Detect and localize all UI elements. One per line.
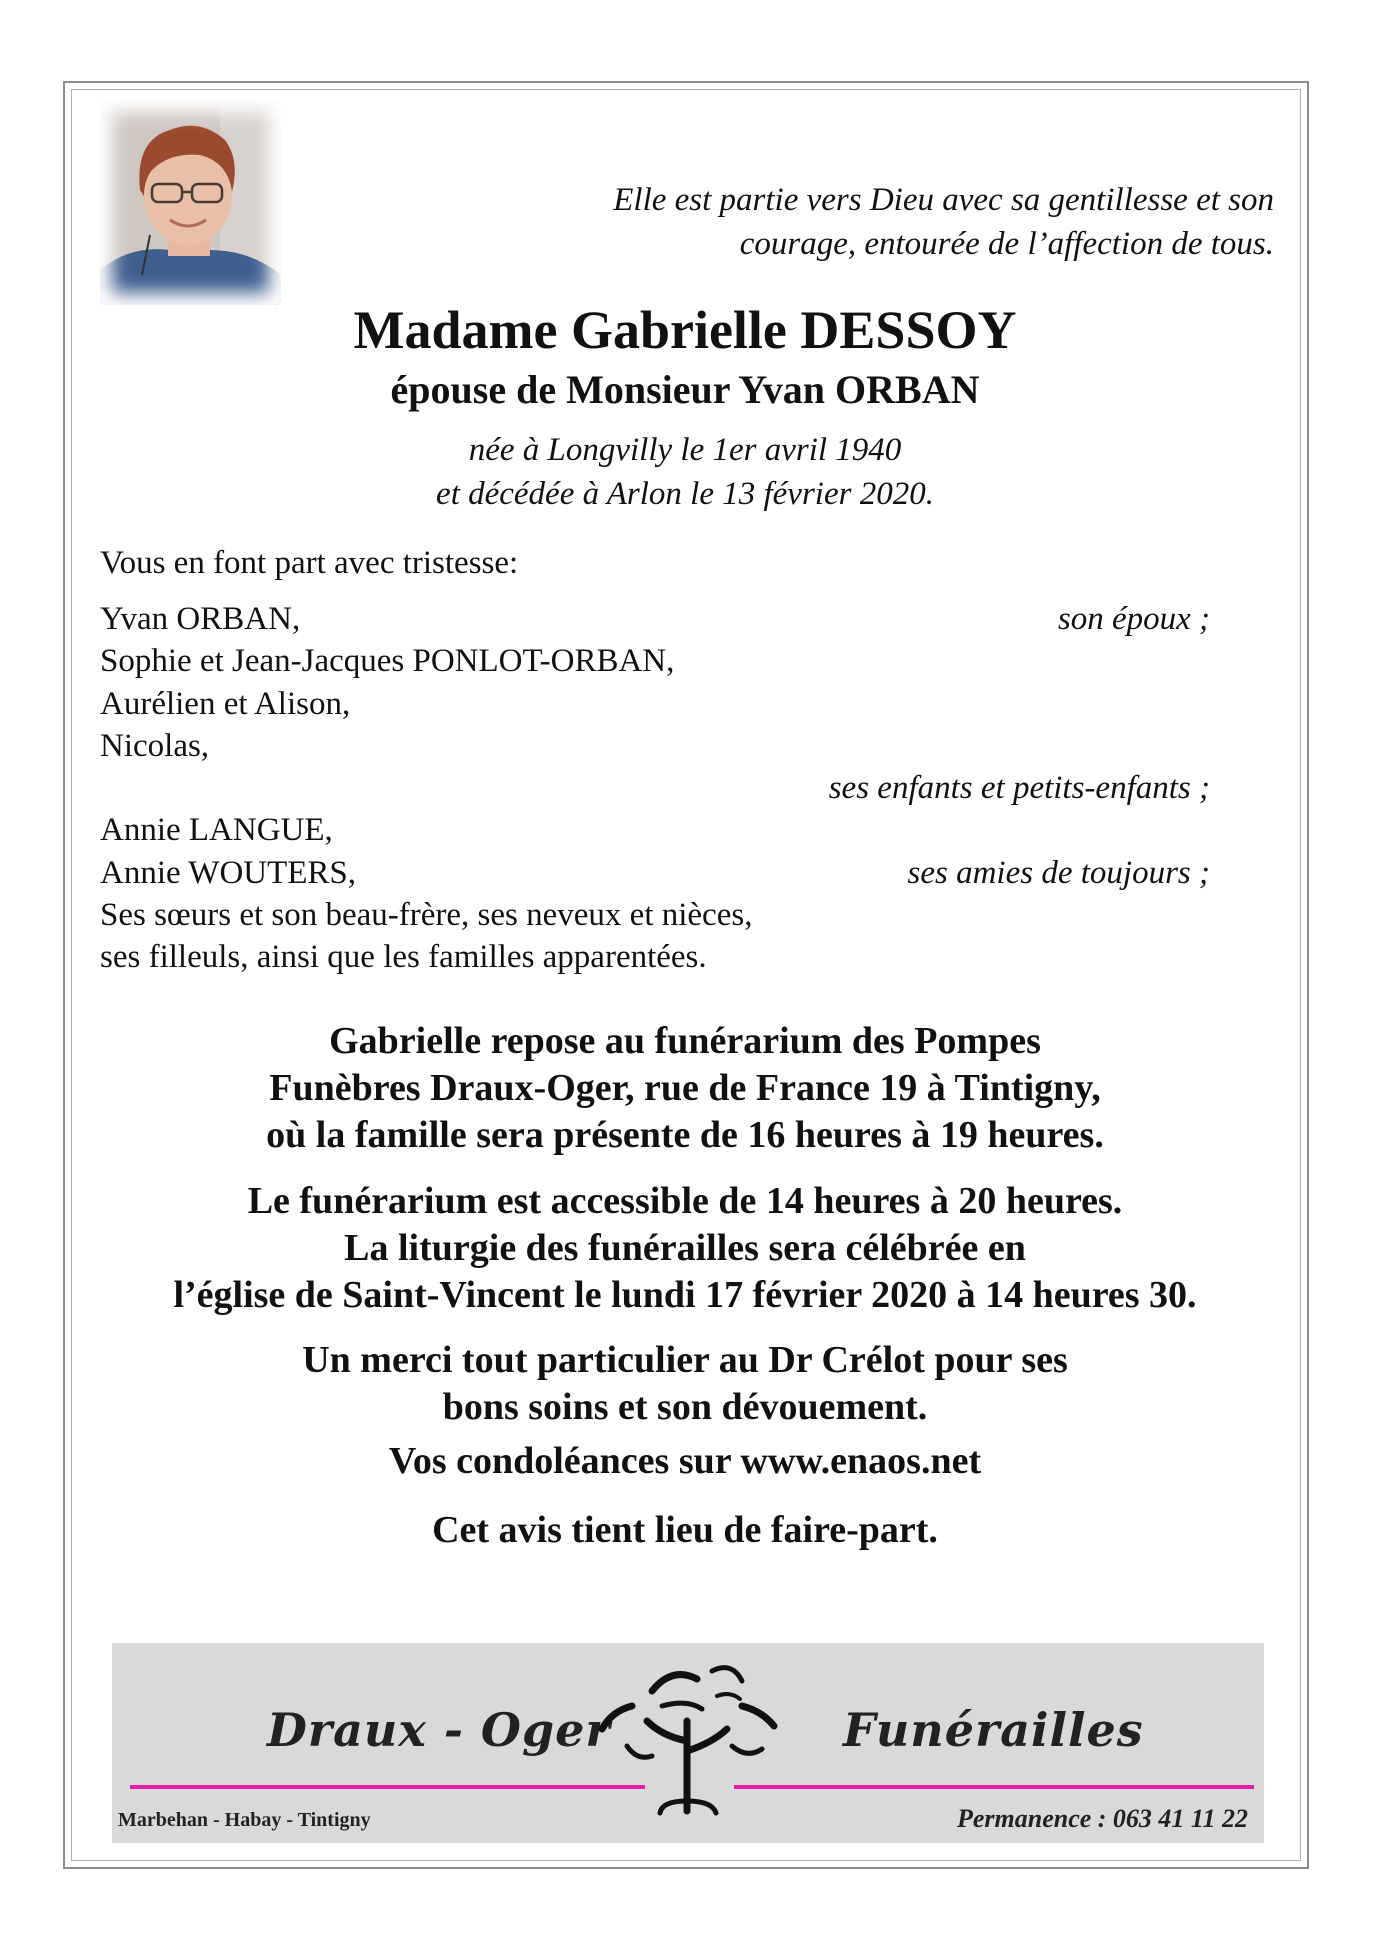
family-member: Yvan ORBAN, bbox=[100, 601, 301, 637]
family-row bbox=[100, 809, 1210, 851]
faire-part-line: Cet avis tient lieu de faire-part. bbox=[432, 1509, 938, 1551]
thanks-notice bbox=[80, 1337, 1290, 1431]
family-member: ses filleuls, ainsi que les familles apparentées. bbox=[100, 939, 707, 976]
family-row bbox=[100, 936, 1210, 978]
quote-line: courage, entourée de l’affection de tous. bbox=[739, 226, 1274, 262]
death-line: et décédée à Arlon le 13 février 2020. bbox=[436, 476, 934, 512]
divider-line bbox=[734, 1785, 1254, 1789]
family-member: Annie WOUTERS, bbox=[100, 854, 357, 891]
epitaph-quote bbox=[474, 178, 1274, 266]
notice-line: Un merci tout particulier au Dr Crélot pour ses bbox=[302, 1339, 1068, 1381]
quote-line: Elle est partie vers Dieu avec sa gentillesse et son bbox=[613, 182, 1274, 218]
deceased-name: Madame Gabrielle DESSOY bbox=[353, 300, 1017, 360]
notice-line: Gabrielle repose au funérarium des Pompes bbox=[329, 1020, 1041, 1062]
family-member: Aurélien et Alison, bbox=[100, 685, 351, 722]
relation-label: ses amies de toujours ; bbox=[907, 854, 1210, 891]
locations-text: Marbehan - Habay - Tintigny bbox=[118, 1809, 371, 1831]
family-member: Sophie et Jean-Jacques PONLOT-ORBAN, bbox=[100, 643, 675, 680]
birth-line: née à Longvilly le 1er avril 1940 bbox=[468, 432, 902, 468]
tree-logo-icon bbox=[592, 1651, 782, 1816]
family-member: Nicolas, bbox=[100, 727, 210, 764]
portrait-photo bbox=[100, 100, 281, 305]
notice-line: La liturgie des funérailles sera célébrée en bbox=[344, 1227, 1026, 1269]
family-list bbox=[100, 598, 1210, 979]
family-row bbox=[100, 683, 1210, 725]
family-member: Ses sœurs et son beau-frère, ses neveux et nièces, bbox=[100, 897, 753, 934]
spouse-line: épouse de Monsieur Yvan ORBAN bbox=[390, 367, 980, 412]
announcement-intro: Vous en font part avec tristesse: bbox=[100, 545, 519, 581]
relation-label: ses enfants et petits-enfants ; bbox=[828, 770, 1210, 807]
notice-line: l’église de Saint-Vincent le lundi 17 février 2020 à 14 heures 30. bbox=[173, 1274, 1197, 1316]
family-row bbox=[100, 852, 1210, 894]
family-row bbox=[100, 725, 1210, 767]
family-row bbox=[100, 598, 1210, 640]
family-row bbox=[100, 767, 1210, 809]
funerarium-notice bbox=[80, 1018, 1290, 1159]
condolences-line: Vos condoléances sur www.enaos.net bbox=[388, 1440, 982, 1482]
family-row bbox=[100, 894, 1210, 936]
brand-name: Draux - Oger bbox=[267, 1703, 611, 1757]
family-row bbox=[100, 640, 1210, 682]
divider-line bbox=[130, 1785, 645, 1789]
notice-line: Le funérarium est accessible de 14 heures à 20 heures. bbox=[247, 1180, 1123, 1222]
relation-label: son époux ; bbox=[1057, 601, 1210, 637]
notice-line: Funèbres Draux-Oger, rue de France 19 à Tintigny, bbox=[269, 1067, 1101, 1109]
family-member: Annie LANGUE, bbox=[100, 812, 333, 849]
liturgy-notice bbox=[80, 1178, 1290, 1319]
permanence-phone: Permanence : 063 41 11 22 bbox=[956, 1804, 1248, 1833]
notice-line: bons soins et son dévouement. bbox=[442, 1386, 928, 1428]
notice-line: où la famille sera présente de 16 heures à 19 heures. bbox=[266, 1114, 1104, 1156]
brand-tagline: Funérailles bbox=[843, 1703, 1144, 1757]
funeral-home-banner bbox=[112, 1643, 1264, 1843]
birth-death-dates bbox=[90, 428, 1280, 516]
